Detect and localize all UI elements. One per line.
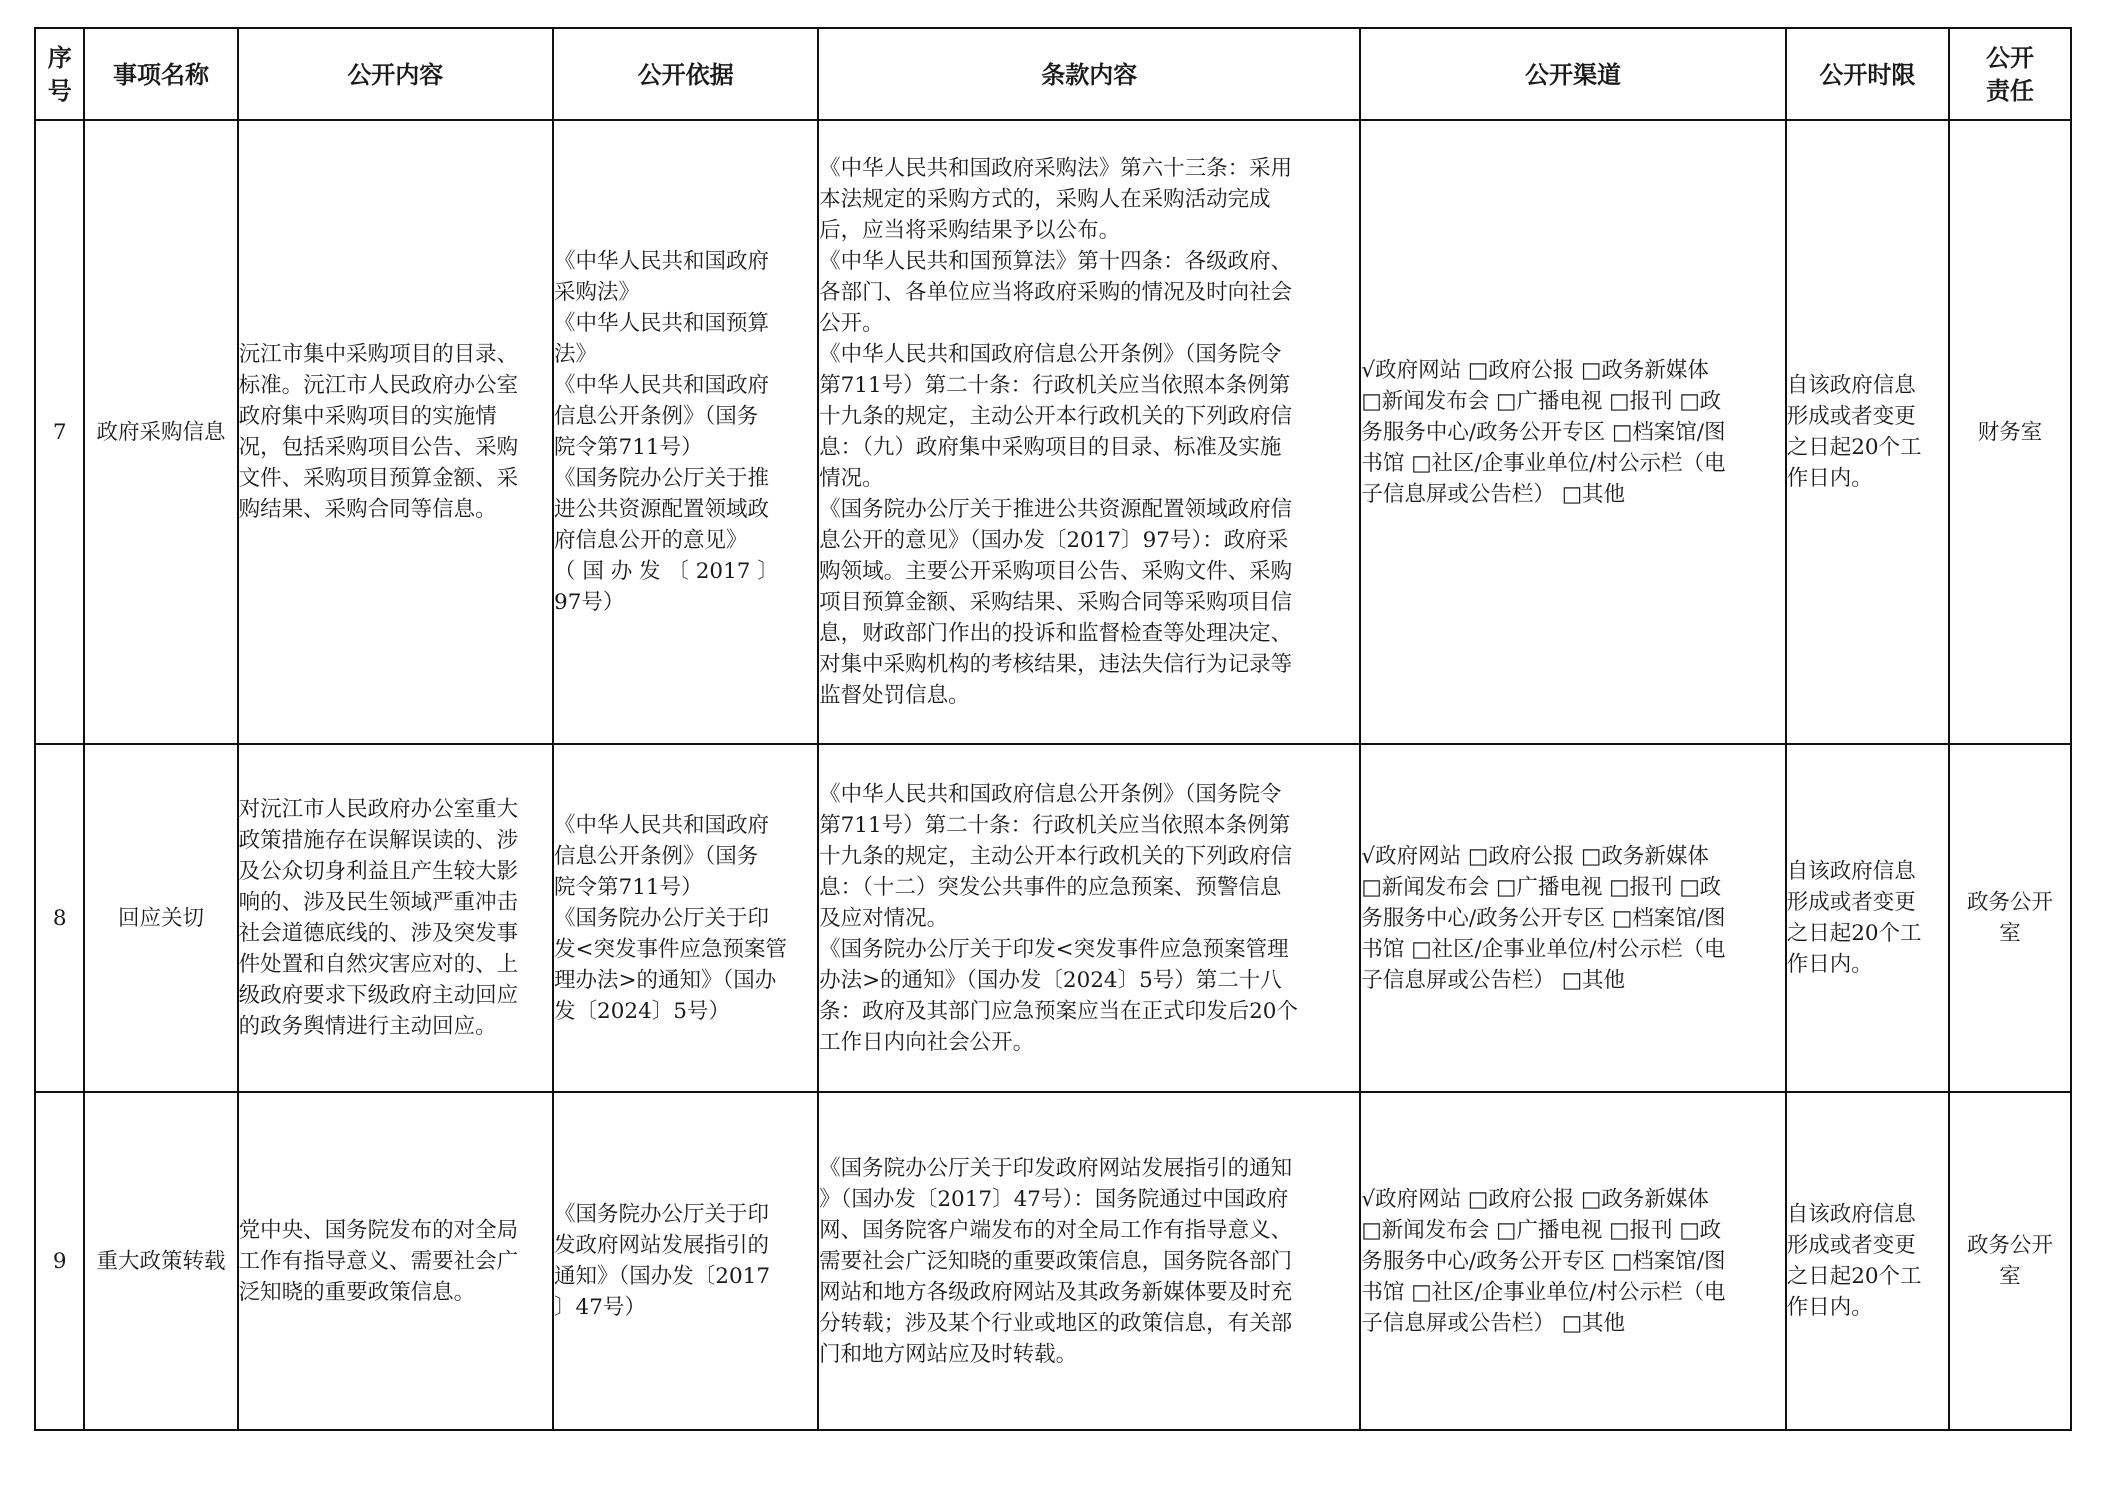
row-time: 自该政府信息 形成或者变更 之日起20个工 作日内。 [1786,1092,1949,1430]
header-resp: 公开 责任 [1949,28,2071,120]
header-no: 序 号 [35,28,84,120]
row-no: 8 [35,744,84,1092]
row-time: 自该政府信息 形成或者变更 之日起20个工 作日内。 [1786,744,1949,1092]
row-clause: 《中华人民共和国政府信息公开条例》（国务院令 第711号）第二十条：行政机关应当依照本条例第 十九条的规定，主动公开本行政机关的下列政府信 息：（十二）突发公共事件的应急预案、预警信息 及应对情况。 《国务院办公厅关于印发<突发事件应急预案管理 办法>的通知》（国办发〔2024〕5号）第二十八 条：政府及其部门应急预案应当在正式印发后20个 工作日内向社会公开。 [818,744,1360,1092]
row-no: 7 [35,120,84,744]
row-clause: 《国务院办公厅关于印发政府网站发展指引的通知 》（国办发〔2017〕47号）：国务院通过中国政府 网、国务院客户端发布的对全局工作有指导意义、 需要社会广泛知晓的重要政策信息，国务院各部门 网站和地方各级政府网站及其政务新媒体要及时充 分转载；涉及某个行业或地区的政策信息，有关部 门和地方网站应及时转载。 [818,1092,1360,1430]
row-no: 9 [35,1092,84,1430]
table-row [35,120,2071,744]
row-name: 回应关切 [84,744,237,1092]
row-resp: 政务公开 室 [1949,744,2071,1092]
row-basis: 《中华人民共和国政府 信息公开条例》（国务 院令第711号） 《国务院办公厅关于印 发<突发事件应急预案管 理办法>的通知》（国办 发〔2024〕5号） [553,744,818,1092]
row-clause: 《中华人民共和国政府采购法》第六十三条：采用 本法规定的采购方式的，采购人在采购活动完成 后，应当将采购结果予以公布。 《中华人民共和国预算法》第十四条：各级政府、 各部门、各单位应当将政府采购的情况及时向社会 公开。 《中华人民共和国政府信息公开条例》（国务院令 第711号）第二十条：行政机关应当依照本条例第 十九条的规定，主动公开本行政机关的下列政府信 息：（九）政府集中采购项目的目录、标准及实施 情况。 《国务院办公厅关于推进公共资源配置领域政府信 息公开的意见》（国办发〔2017〕97号）：政府采 购领域。主要公开采购项目公告、采购文件、采购 项目预算金额、采购结果、采购合同等采购项目信 息，财政部门作出的投诉和监督检查等处理决定、 对集中采购机构的考核结果，违法失信行为记录等 监督处罚信息。 [818,120,1360,744]
header-content: 公开内容 [238,28,553,120]
row-content: 对沅江市人民政府办公室重大 政策措施存在误解误读的、涉 及公众切身利益且产生较大影 响的、涉及民生领域严重冲击 社会道德底线的、涉及突发事 件处置和自然灾害应对的、上 级政府要求下级政府主动回应 的政务舆情进行主动回应。 [238,744,553,1092]
row-channel: √政府网站 □政府公报 □政务新媒体 □新闻发布会 □广播电视 □报刊 □政 务服务中心/政务公开专区 □档案馆/图 书馆 □社区/企事业单位/村公示栏（电 子信息屏或公告栏） □其他 [1360,120,1785,744]
header-row [35,28,2071,120]
table-row [35,1092,2071,1430]
row-resp: 政务公开 室 [1949,1092,2071,1430]
row-channel: √政府网站 □政府公报 □政务新媒体 □新闻发布会 □广播电视 □报刊 □政 务服务中心/政务公开专区 □档案馆/图 书馆 □社区/企事业单位/村公示栏（电 子信息屏或公告栏） □其他 [1360,744,1785,1092]
row-content: 党中央、国务院发布的对全局 工作有指导意义、需要社会广 泛知晓的重要政策信息。 [238,1092,553,1430]
disclosure-table [34,27,2072,1431]
header-clause: 条款内容 [818,28,1360,120]
header-basis: 公开依据 [553,28,818,120]
row-basis: 《国务院办公厅关于印 发政府网站发展指引的 通知》（国办发〔2017 〕47号） [553,1092,818,1430]
row-channel: √政府网站 □政府公报 □政务新媒体 □新闻发布会 □广播电视 □报刊 □政 务服务中心/政务公开专区 □档案馆/图 书馆 □社区/企事业单位/村公示栏（电 子信息屏或公告栏） □其他 [1360,1092,1785,1430]
table-row [35,744,2071,1092]
row-basis: 《中华人民共和国政府 采购法》 《中华人民共和国预算 法》 《中华人民共和国政府 信息公开条例》（国务 院令第711号） 《国务院办公厅关于推 进公共资源配置领域政 府信息公开的意见》 （ 国 办 发 〔 2017 〕 97号） [553,120,818,744]
row-time: 自该政府信息 形成或者变更 之日起20个工 作日内。 [1786,120,1949,744]
row-name: 重大政策转载 [84,1092,237,1430]
row-content: 沅江市集中采购项目的目录、 标准。沅江市人民政府办公室 政府集中采购项目的实施情 况，包括采购项目公告、采购 文件、采购项目预算金额、采 购结果、采购合同等信息。 [238,120,553,744]
header-time: 公开时限 [1786,28,1949,120]
row-name: 政府采购信息 [84,120,237,744]
header-name: 事项名称 [84,28,237,120]
header-channel: 公开渠道 [1360,28,1785,120]
row-resp: 财务室 [1949,120,2071,744]
